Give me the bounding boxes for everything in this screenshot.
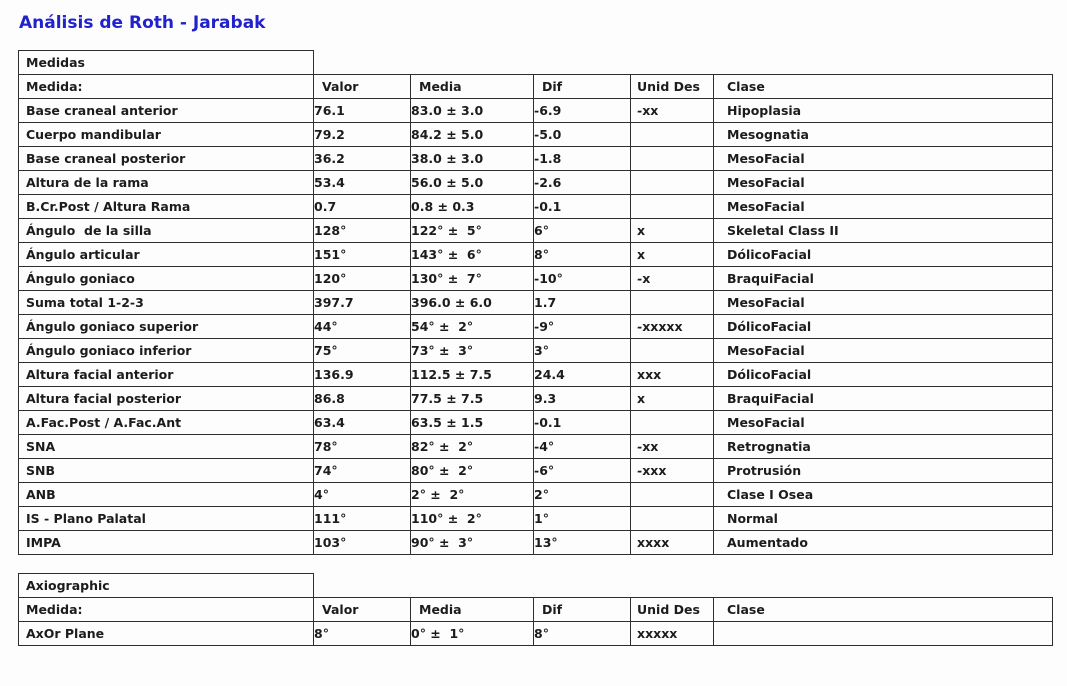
column-header-row bbox=[19, 75, 1053, 99]
table-row bbox=[19, 531, 1053, 555]
medidas-table bbox=[18, 50, 1053, 555]
cell-unid-des bbox=[631, 123, 714, 147]
cell-medida: Base craneal posterior bbox=[19, 147, 314, 171]
cell-clase: DólicoFacial bbox=[714, 243, 1053, 267]
cell-valor: 36.2 bbox=[314, 147, 411, 171]
table-row bbox=[19, 123, 1053, 147]
cell-dif: 1° bbox=[534, 507, 631, 531]
cell-dif: -9° bbox=[534, 315, 631, 339]
cell-medida: Ángulo goniaco bbox=[19, 267, 314, 291]
axiographic-table bbox=[18, 573, 1053, 646]
cell-media: 80° ± 2° bbox=[411, 459, 534, 483]
cell-clase bbox=[714, 622, 1053, 646]
cell-unid-des: -x bbox=[631, 267, 714, 291]
table-row bbox=[19, 99, 1053, 123]
cell-clase: DólicoFacial bbox=[714, 315, 1053, 339]
cell-valor: 4° bbox=[314, 483, 411, 507]
cell-unid-des: xxxx bbox=[631, 531, 714, 555]
column-header-dif: Dif bbox=[534, 598, 631, 622]
cell-medida: AxOr Plane bbox=[19, 622, 314, 646]
cell-medida: IS - Plano Palatal bbox=[19, 507, 314, 531]
table-row bbox=[19, 387, 1053, 411]
section-spacer bbox=[314, 51, 1053, 75]
cell-media: 56.0 ± 5.0 bbox=[411, 171, 534, 195]
column-header-clase: Clase bbox=[714, 598, 1053, 622]
cell-unid-des bbox=[631, 291, 714, 315]
cell-medida: IMPA bbox=[19, 531, 314, 555]
cell-unid-des bbox=[631, 411, 714, 435]
table-row bbox=[19, 267, 1053, 291]
column-header-media: Media bbox=[411, 598, 534, 622]
cell-medida: Base craneal anterior bbox=[19, 99, 314, 123]
cell-media: 83.0 ± 3.0 bbox=[411, 99, 534, 123]
cell-dif: 8° bbox=[534, 622, 631, 646]
cell-media: 82° ± 2° bbox=[411, 435, 534, 459]
cell-media: 84.2 ± 5.0 bbox=[411, 123, 534, 147]
cell-media: 396.0 ± 6.0 bbox=[411, 291, 534, 315]
column-header-medida: Medida: bbox=[19, 598, 314, 622]
cell-valor: 78° bbox=[314, 435, 411, 459]
cell-unid-des bbox=[631, 195, 714, 219]
axiographic-table-body bbox=[19, 622, 1053, 646]
cell-medida: Ángulo de la silla bbox=[19, 219, 314, 243]
cell-dif: 9.3 bbox=[534, 387, 631, 411]
table-row bbox=[19, 171, 1053, 195]
cell-medida: Ángulo goniaco superior bbox=[19, 315, 314, 339]
cell-dif: -6.9 bbox=[534, 99, 631, 123]
cell-unid-des: -xx bbox=[631, 99, 714, 123]
cell-dif: -0.1 bbox=[534, 411, 631, 435]
table-row bbox=[19, 483, 1053, 507]
table-row bbox=[19, 219, 1053, 243]
cell-clase: MesoFacial bbox=[714, 147, 1053, 171]
cell-unid-des bbox=[631, 507, 714, 531]
cell-clase: Clase I Osea bbox=[714, 483, 1053, 507]
cell-valor: 76.1 bbox=[314, 99, 411, 123]
column-header-clase: Clase bbox=[714, 75, 1053, 99]
cell-clase: Normal bbox=[714, 507, 1053, 531]
cell-clase: MesoFacial bbox=[714, 195, 1053, 219]
cell-media: 122° ± 5° bbox=[411, 219, 534, 243]
cell-media: 112.5 ± 7.5 bbox=[411, 363, 534, 387]
cell-media: 143° ± 6° bbox=[411, 243, 534, 267]
column-header-row bbox=[19, 598, 1053, 622]
column-header-media: Media bbox=[411, 75, 534, 99]
cell-valor: 111° bbox=[314, 507, 411, 531]
cell-medida: SNB bbox=[19, 459, 314, 483]
cell-valor: 136.9 bbox=[314, 363, 411, 387]
page-title: Análisis de Roth - Jarabak bbox=[19, 13, 266, 33]
cell-clase: MesoFacial bbox=[714, 411, 1053, 435]
cell-dif: -2.6 bbox=[534, 171, 631, 195]
cell-valor: 103° bbox=[314, 531, 411, 555]
cell-unid-des: xxxxx bbox=[631, 622, 714, 646]
cell-medida: Altura de la rama bbox=[19, 171, 314, 195]
cell-dif: 3° bbox=[534, 339, 631, 363]
cell-clase: BraquiFacial bbox=[714, 267, 1053, 291]
cell-medida: Cuerpo mandibular bbox=[19, 123, 314, 147]
table-row bbox=[19, 363, 1053, 387]
cell-dif: 8° bbox=[534, 243, 631, 267]
column-header-dif: Dif bbox=[534, 75, 631, 99]
cell-dif: 13° bbox=[534, 531, 631, 555]
cell-media: 130° ± 7° bbox=[411, 267, 534, 291]
cell-clase: Protrusión bbox=[714, 459, 1053, 483]
cell-media: 0° ± 1° bbox=[411, 622, 534, 646]
cell-clase: MesoFacial bbox=[714, 171, 1053, 195]
cell-medida: B.Cr.Post / Altura Rama bbox=[19, 195, 314, 219]
cell-clase: Skeletal Class II bbox=[714, 219, 1053, 243]
cell-unid-des: xxx bbox=[631, 363, 714, 387]
table-row bbox=[19, 291, 1053, 315]
cell-medida: ANB bbox=[19, 483, 314, 507]
cell-media: 54° ± 2° bbox=[411, 315, 534, 339]
cell-valor: 8° bbox=[314, 622, 411, 646]
cell-clase: Mesognatia bbox=[714, 123, 1053, 147]
cell-clase: Hipoplasia bbox=[714, 99, 1053, 123]
cell-dif: -4° bbox=[534, 435, 631, 459]
cell-valor: 0.7 bbox=[314, 195, 411, 219]
cell-valor: 128° bbox=[314, 219, 411, 243]
cell-valor: 120° bbox=[314, 267, 411, 291]
table-row bbox=[19, 315, 1053, 339]
cell-unid-des: -xxxxx bbox=[631, 315, 714, 339]
table-row bbox=[19, 507, 1053, 531]
cell-valor: 75° bbox=[314, 339, 411, 363]
table-row bbox=[19, 435, 1053, 459]
cell-unid-des bbox=[631, 483, 714, 507]
table-row bbox=[19, 195, 1053, 219]
cell-media: 38.0 ± 3.0 bbox=[411, 147, 534, 171]
cell-unid-des: -xx bbox=[631, 435, 714, 459]
cell-valor: 86.8 bbox=[314, 387, 411, 411]
cell-unid-des bbox=[631, 171, 714, 195]
table-row bbox=[19, 243, 1053, 267]
cell-medida: A.Fac.Post / A.Fac.Ant bbox=[19, 411, 314, 435]
cell-medida: Ángulo articular bbox=[19, 243, 314, 267]
cell-dif: 1.7 bbox=[534, 291, 631, 315]
cell-media: 77.5 ± 7.5 bbox=[411, 387, 534, 411]
cell-dif: -1.8 bbox=[534, 147, 631, 171]
section-row bbox=[19, 574, 1053, 598]
cell-valor: 79.2 bbox=[314, 123, 411, 147]
cell-clase: MesoFacial bbox=[714, 339, 1053, 363]
cell-medida: SNA bbox=[19, 435, 314, 459]
cell-valor: 44° bbox=[314, 315, 411, 339]
cell-dif: -6° bbox=[534, 459, 631, 483]
column-header-medida: Medida: bbox=[19, 75, 314, 99]
cell-clase: MesoFacial bbox=[714, 291, 1053, 315]
column-header-valor: Valor bbox=[314, 598, 411, 622]
cell-medida: Altura facial posterior bbox=[19, 387, 314, 411]
table-row bbox=[19, 622, 1053, 646]
table-row bbox=[19, 147, 1053, 171]
cell-clase: BraquiFacial bbox=[714, 387, 1053, 411]
cell-medida: Suma total 1-2-3 bbox=[19, 291, 314, 315]
cell-media: 2° ± 2° bbox=[411, 483, 534, 507]
cell-dif: 2° bbox=[534, 483, 631, 507]
cell-unid-des: x bbox=[631, 387, 714, 411]
table-row bbox=[19, 339, 1053, 363]
cell-valor: 53.4 bbox=[314, 171, 411, 195]
cell-media: 110° ± 2° bbox=[411, 507, 534, 531]
cell-valor: 63.4 bbox=[314, 411, 411, 435]
cell-dif: -5.0 bbox=[534, 123, 631, 147]
section-title-medidas: Medidas bbox=[19, 51, 314, 75]
cell-medida: Ángulo goniaco inferior bbox=[19, 339, 314, 363]
cell-unid-des: x bbox=[631, 219, 714, 243]
cell-dif: 6° bbox=[534, 219, 631, 243]
table-row bbox=[19, 459, 1053, 483]
cell-unid-des bbox=[631, 339, 714, 363]
column-header-unid-des: Unid Des bbox=[631, 598, 714, 622]
cell-medida: Altura facial anterior bbox=[19, 363, 314, 387]
column-header-unid-des: Unid Des bbox=[631, 75, 714, 99]
table-row bbox=[19, 411, 1053, 435]
cell-unid-des: x bbox=[631, 243, 714, 267]
cell-clase: DólicoFacial bbox=[714, 363, 1053, 387]
cell-media: 90° ± 3° bbox=[411, 531, 534, 555]
section-row bbox=[19, 51, 1053, 75]
cell-dif: -10° bbox=[534, 267, 631, 291]
cell-media: 63.5 ± 1.5 bbox=[411, 411, 534, 435]
column-header-valor: Valor bbox=[314, 75, 411, 99]
cell-valor: 74° bbox=[314, 459, 411, 483]
section-spacer bbox=[314, 574, 1053, 598]
cell-media: 0.8 ± 0.3 bbox=[411, 195, 534, 219]
cell-unid-des bbox=[631, 147, 714, 171]
cell-unid-des: -xxx bbox=[631, 459, 714, 483]
cell-media: 73° ± 3° bbox=[411, 339, 534, 363]
cell-clase: Aumentado bbox=[714, 531, 1053, 555]
cell-valor: 397.7 bbox=[314, 291, 411, 315]
cell-clase: Retrognatia bbox=[714, 435, 1053, 459]
cell-dif: -0.1 bbox=[534, 195, 631, 219]
medidas-table-body bbox=[19, 99, 1053, 555]
section-title-axiographic: Axiographic bbox=[19, 574, 314, 598]
cell-dif: 24.4 bbox=[534, 363, 631, 387]
cell-valor: 151° bbox=[314, 243, 411, 267]
